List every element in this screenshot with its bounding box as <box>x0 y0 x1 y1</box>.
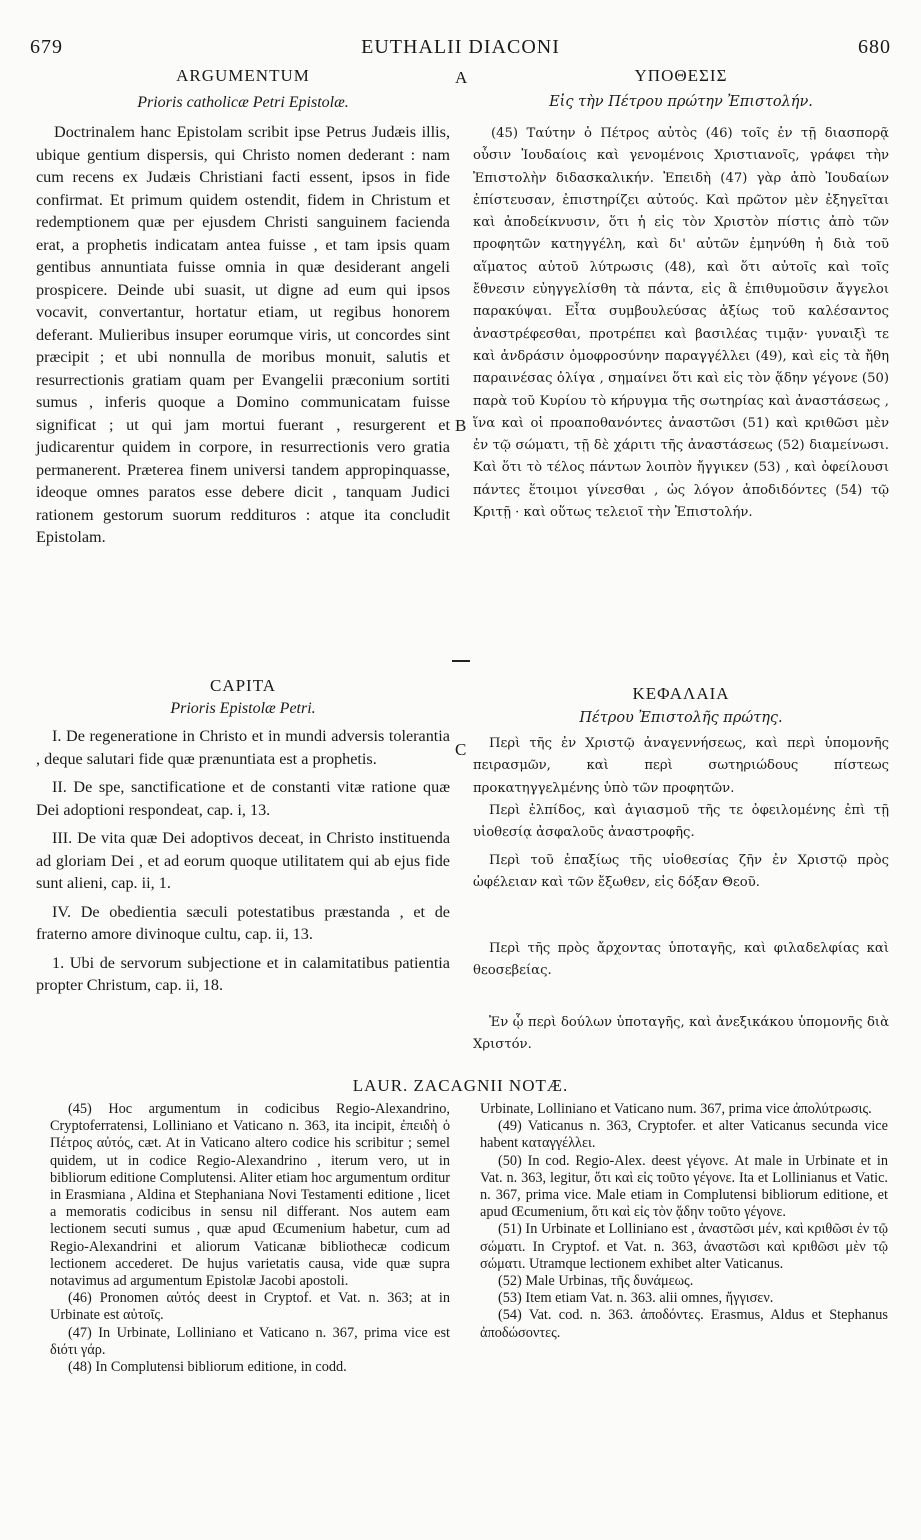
note-53: (53) Item etiam Vat. n. 363. alii omnes, ἤγγισεν. <box>498 1290 774 1307</box>
kephalaia-item-2: Περὶ ἐλπίδος, καὶ ἁγιασμοῦ τῆς τε ὀφειλομένης ἐπὶ τῇ υἱοθεσίᾳ ἀσφαλοῦς ἀναστροφῆς. <box>473 803 889 841</box>
note-50: (50) In cod. Regio-Alex. deest γέγονε. At male in Urbinate et in Vat. n. 363, legitur, ὅτι καὶ εἰς τοῦτο γέγονε. Ita et Lollinianus et Vatic. n. 367, prima vice. Male etiam in Complutensi bibliorum editione, et apud Œcumenium, ὅτι καὶ εἰς τὸν ᾅδην τοῦτο γέγονε. <box>480 1152 888 1221</box>
hypothesis-text <box>473 123 889 524</box>
capita-item-1: I. De regeneratione in Christo et in mundi adversis tolerantia , deque salutari fide quæ prænuntiata est a prophetis. <box>36 727 450 768</box>
hypothesis-paragraph: (45) Ταύτην ὁ Πέτρος αὐτὸς (46) τοῖς ἐν τῇ διασπορᾷ οὖσιν Ἰουδαίοις καὶ γενομένοις Χριστιανοῖς, γράφει τὴν Ἐπιστολὴν διδασκαλικήν. Ἐπειδὴ (47) γὰρ ἀπὸ Ἰουδαίων ἐπίστευσαν, ἐπιστηρίζει αὐτούς. Καὶ πρῶτον μὲν ἐξηγεῖται καὶ ἀποδείκνυσιν, ὅτι ἡ εἰς τὸν Χριστὸν πίστις ἀπὸ τῶν προφητῶν κατηγγέλη, καὶ δι' αὐτῶν ἐμηνύθη ἡ διὰ τοῦ αἵματος αὐτοῦ λύτρωσις (48), καὶ ὅτι αὐτοῖς καὶ τοῖς ἔθνεσιν εὐηγγελίσθη τὰ πάντα, εἰς ἃ ἐπιθυμοῦσιν ἄγγελοι παρακύψαι. Εἶτα συμβουλεύσας ἀξίως τοῦ καλέσαντος ἀναστρέφεσθαι, προτρέπει καὶ βασιλέας τιμᾷν· γυναιξὶ τε καὶ ἀνδράσιν ὁμοφροσύνην παραγγέλλει (49), καὶ εἰς τὰ ἤθη παραινέσας ὀλίγα , σημαίνει ὅτι καὶ εἰς τὸν ᾅδην γέγονε (50) παρὰ τοῦ Κυρίου τὸ κήρυγμα τῆς σωτηρίας καὶ ἀναστάσεως , ἵνα καὶ οἱ προαποθανόντες ἀναστῶσι (51) καὶ κριθῶσι μὲν ἐν τῷ σώματι, τῇ δὲ χάριτι τῆς ἀναστάσεως (52) διαμείνωσι. Καὶ ὅτι τὸ τέλος πάντων λοιπὸν ἤγγικεν (53) , καὶ ὀφείλουσι πάντες ἕτοιμοι γίνεσθαι , ὡς λόγον ἀποδιδόντες (54) τῷ Κριτῇ · καὶ οὕτως τελειοῖ τὴν Ἐπιστολήν. <box>473 126 889 521</box>
argumentum-title: ARGUMENTUM <box>176 66 310 85</box>
kephalaia-item-3: Περὶ τοῦ ἐπαξίως τῆς υἱοθεσίας ζῆν ἐν Χριστῷ πρὸς ὠφέλειαν καὶ τῶν ἔξωθεν, εἰς δόξαν Θεοῦ. <box>473 853 889 891</box>
kephalaia-item-5: Ἐν ᾧ περὶ δούλων ὑποταγῆς, καὶ ἀνεξικάκου ὑπομονῆς διὰ Χριστόν. <box>473 1015 889 1053</box>
kephalaia-item-2-box <box>473 800 889 845</box>
kephalaia-title: ΚΕΦΑΛΑΙΑ <box>632 684 730 703</box>
capita-item-3: III. De vita quæ Dei adoptivos deceat, in Christo instituenda ad gloriam Dei , et ad eorum quoque utilitatem qui ab ejus fide sunt alieni, cap. ii, 1. <box>36 829 450 892</box>
capita-item-4: IV. De obedientia sæculi potestatibus præstanda , et de fraterno amore divinoque cultu, cap. ii, 13. <box>36 902 450 943</box>
note-45: (45) Hoc argumentum in codicibus Regio-Alexandrino, Cryptoferratensi, Lolliniano et Vaticano n. 363, ita incipit, ἐπειδὴ ὁ Πέτρος αὐτός, cæt. At in Vaticano altero codice his scribitur ; semel quidem, ut in codice Regio-Alexandrino , iterum vero, ut in bibliorum editione Complutensi. Aliter etiam hoc argumentum orditur in Erasmiana , Aldina et Stephaniana Novi Testamenti editione , licet a memoratis codicibus in sensu nil differant. Nos autem eam lectionem secuti sumus , quæ apud Œcumenium habetur, cum ad Regio-Alexandrini et aliorum Vaticanæ bibliothecæ codicum lectionem accederet. De hujus varietatis causa, vide quæ supra notavimus ad argumentum Epistolæ Jacobi apostoli. <box>50 1101 450 1290</box>
notes-title: LAUR. ZACAGNII NOTÆ. <box>352 1076 569 1095</box>
argumentum-paragraph: Doctrinalem hanc Epistolam scribit ipse Petrus Judæis illis, ubique gentium dispersis, qui Christo nomen dederant : nam cum recens ex Judæis Christiani facti essent, ipsos in fide confirmat. Et primum quidem ostendit, fidem in Christum et redemptionem quæ per ejusdem Christi sanguinem facienda erat, a prophetis indicatam antea fuisse , et tam ipsis quam gentibus annuntiata fuisse omnia in quæ desiderant angeli prospicere. Deinde ubi suasit, ut digne ad eum qui ipsos vocavit, convertantur, hortatur etiam, ut regibus honorem deferant. Mulieribus insuper eorumque viris, ut concordes sint præcipit ; et ubi nonnulla de moribus monuit, salutis et resurrectionis gratiam quam per Evangelii præconium sortiti sumus , inferis quoque a Domino communicatam fuisse significat ; ut qui jam mortui fuerant , resurgerent et judicarentur quidem in corpore, in resurrectionis vero gratia permanerent. Præterea finem universi tandem appropinquasse, ideoque omnes paratos esse debere dicit , tanquam Judici rationem gestorum suorum reddituros : atque ita concludit Epistolam. <box>36 123 450 546</box>
note-52: (52) Male Urbinas, τῆς δυνάμεως. <box>498 1273 694 1290</box>
kephalaia-subtitle: Πέτρου Ἐπιστολῆς πρώτης. <box>579 710 783 726</box>
notes-column-left <box>50 1101 450 1376</box>
kephalaia-item-4-box <box>473 938 889 983</box>
marker-c: C <box>455 740 467 759</box>
kephalaia-item-1-box <box>473 733 889 800</box>
kephalaia-item-4: Περὶ τῆς πρὸς ἄρχοντας ὑποταγῆς, καὶ φιλαδελφίας καὶ θεοσεβείας. <box>473 941 889 979</box>
marker-a: A <box>455 68 468 87</box>
capita-list <box>36 725 450 1003</box>
notes-column-right <box>480 1101 888 1342</box>
hypothesis-subtitle: Εἰς τὴν Πέτρου πρώτην Ἐπιστολήν. <box>549 94 813 110</box>
capita-item-5: 1. Ubi de servorum subjectione et in calamitatibus patientia propter Christum, cap. ii, 18. <box>36 953 450 994</box>
page-number-right: 680 <box>858 36 891 58</box>
note-48-end: Urbinate, Lolliniano et Vaticano num. 367, prima vice ἀπολύτρωσις. <box>480 1101 872 1117</box>
note-47: (47) In Urbinate, Lolliniano et Vaticano n. 367, prima vice est διότι γάρ. <box>50 1324 450 1358</box>
kephalaia-item-1: Περὶ τῆς ἐν Χριστῷ ἀναγεννήσεως, καὶ περὶ ὑπομονῆς πειρασμῶν, καὶ περὶ σωτηριώδους πίστεως προκατηγγελμένης ὑπὸ τῶν προφητῶν. <box>473 736 889 796</box>
running-title: EUTHALII DIACONI <box>361 36 560 58</box>
argumentum-text <box>36 121 450 549</box>
note-46: (46) Pronomen αὐτός deest in Cryptof. et Vat. n. 363; at in Urbinate est αὐτοῖς. <box>50 1290 450 1324</box>
note-51: (51) In Urbinate et Lolliniano est , ἀναστῶσι μέν, καὶ κριθῶσι ἐν τῷ σώματι. In Cryptof. et Vat. n. 363, ἀναστῶσι καὶ κριθῶσι μὲν τῷ σώματι. Utramque lectionem exhibet alter Vaticanus. <box>480 1221 888 1272</box>
hypothesis-title: ΥΠΟΘΕΣΙΣ <box>634 66 728 85</box>
section-divider <box>452 660 470 662</box>
note-48-start: (48) In Complutensi bibliorum editione, in codd. <box>68 1359 347 1376</box>
argumentum-subtitle: Prioris catholicæ Petri Epistolæ. <box>137 94 349 111</box>
marker-b: B <box>455 416 467 435</box>
capita-subtitle: Prioris Epistolæ Petri. <box>170 700 316 717</box>
capita-item-2: II. De spe, sanctificatione et de constanti vitæ ratione quæ Dei adoptioni respondeat, cap. i, 13. <box>36 778 450 819</box>
page-number-left: 679 <box>30 36 63 58</box>
capita-title: CAPITA <box>209 676 277 695</box>
kephalaia-item-5-box <box>473 1012 889 1057</box>
kephalaia-item-3-box <box>473 850 889 895</box>
note-49: (49) Vaticanus n. 363, Cryptofer. et alter Vaticanus secunda vice habent καταγγέλλει. <box>480 1118 888 1152</box>
note-54: (54) Vat. cod. n. 363. ἀποδόντες. Erasmus, Aldus et Stephanus ἀποδώσοντες. <box>480 1307 888 1341</box>
